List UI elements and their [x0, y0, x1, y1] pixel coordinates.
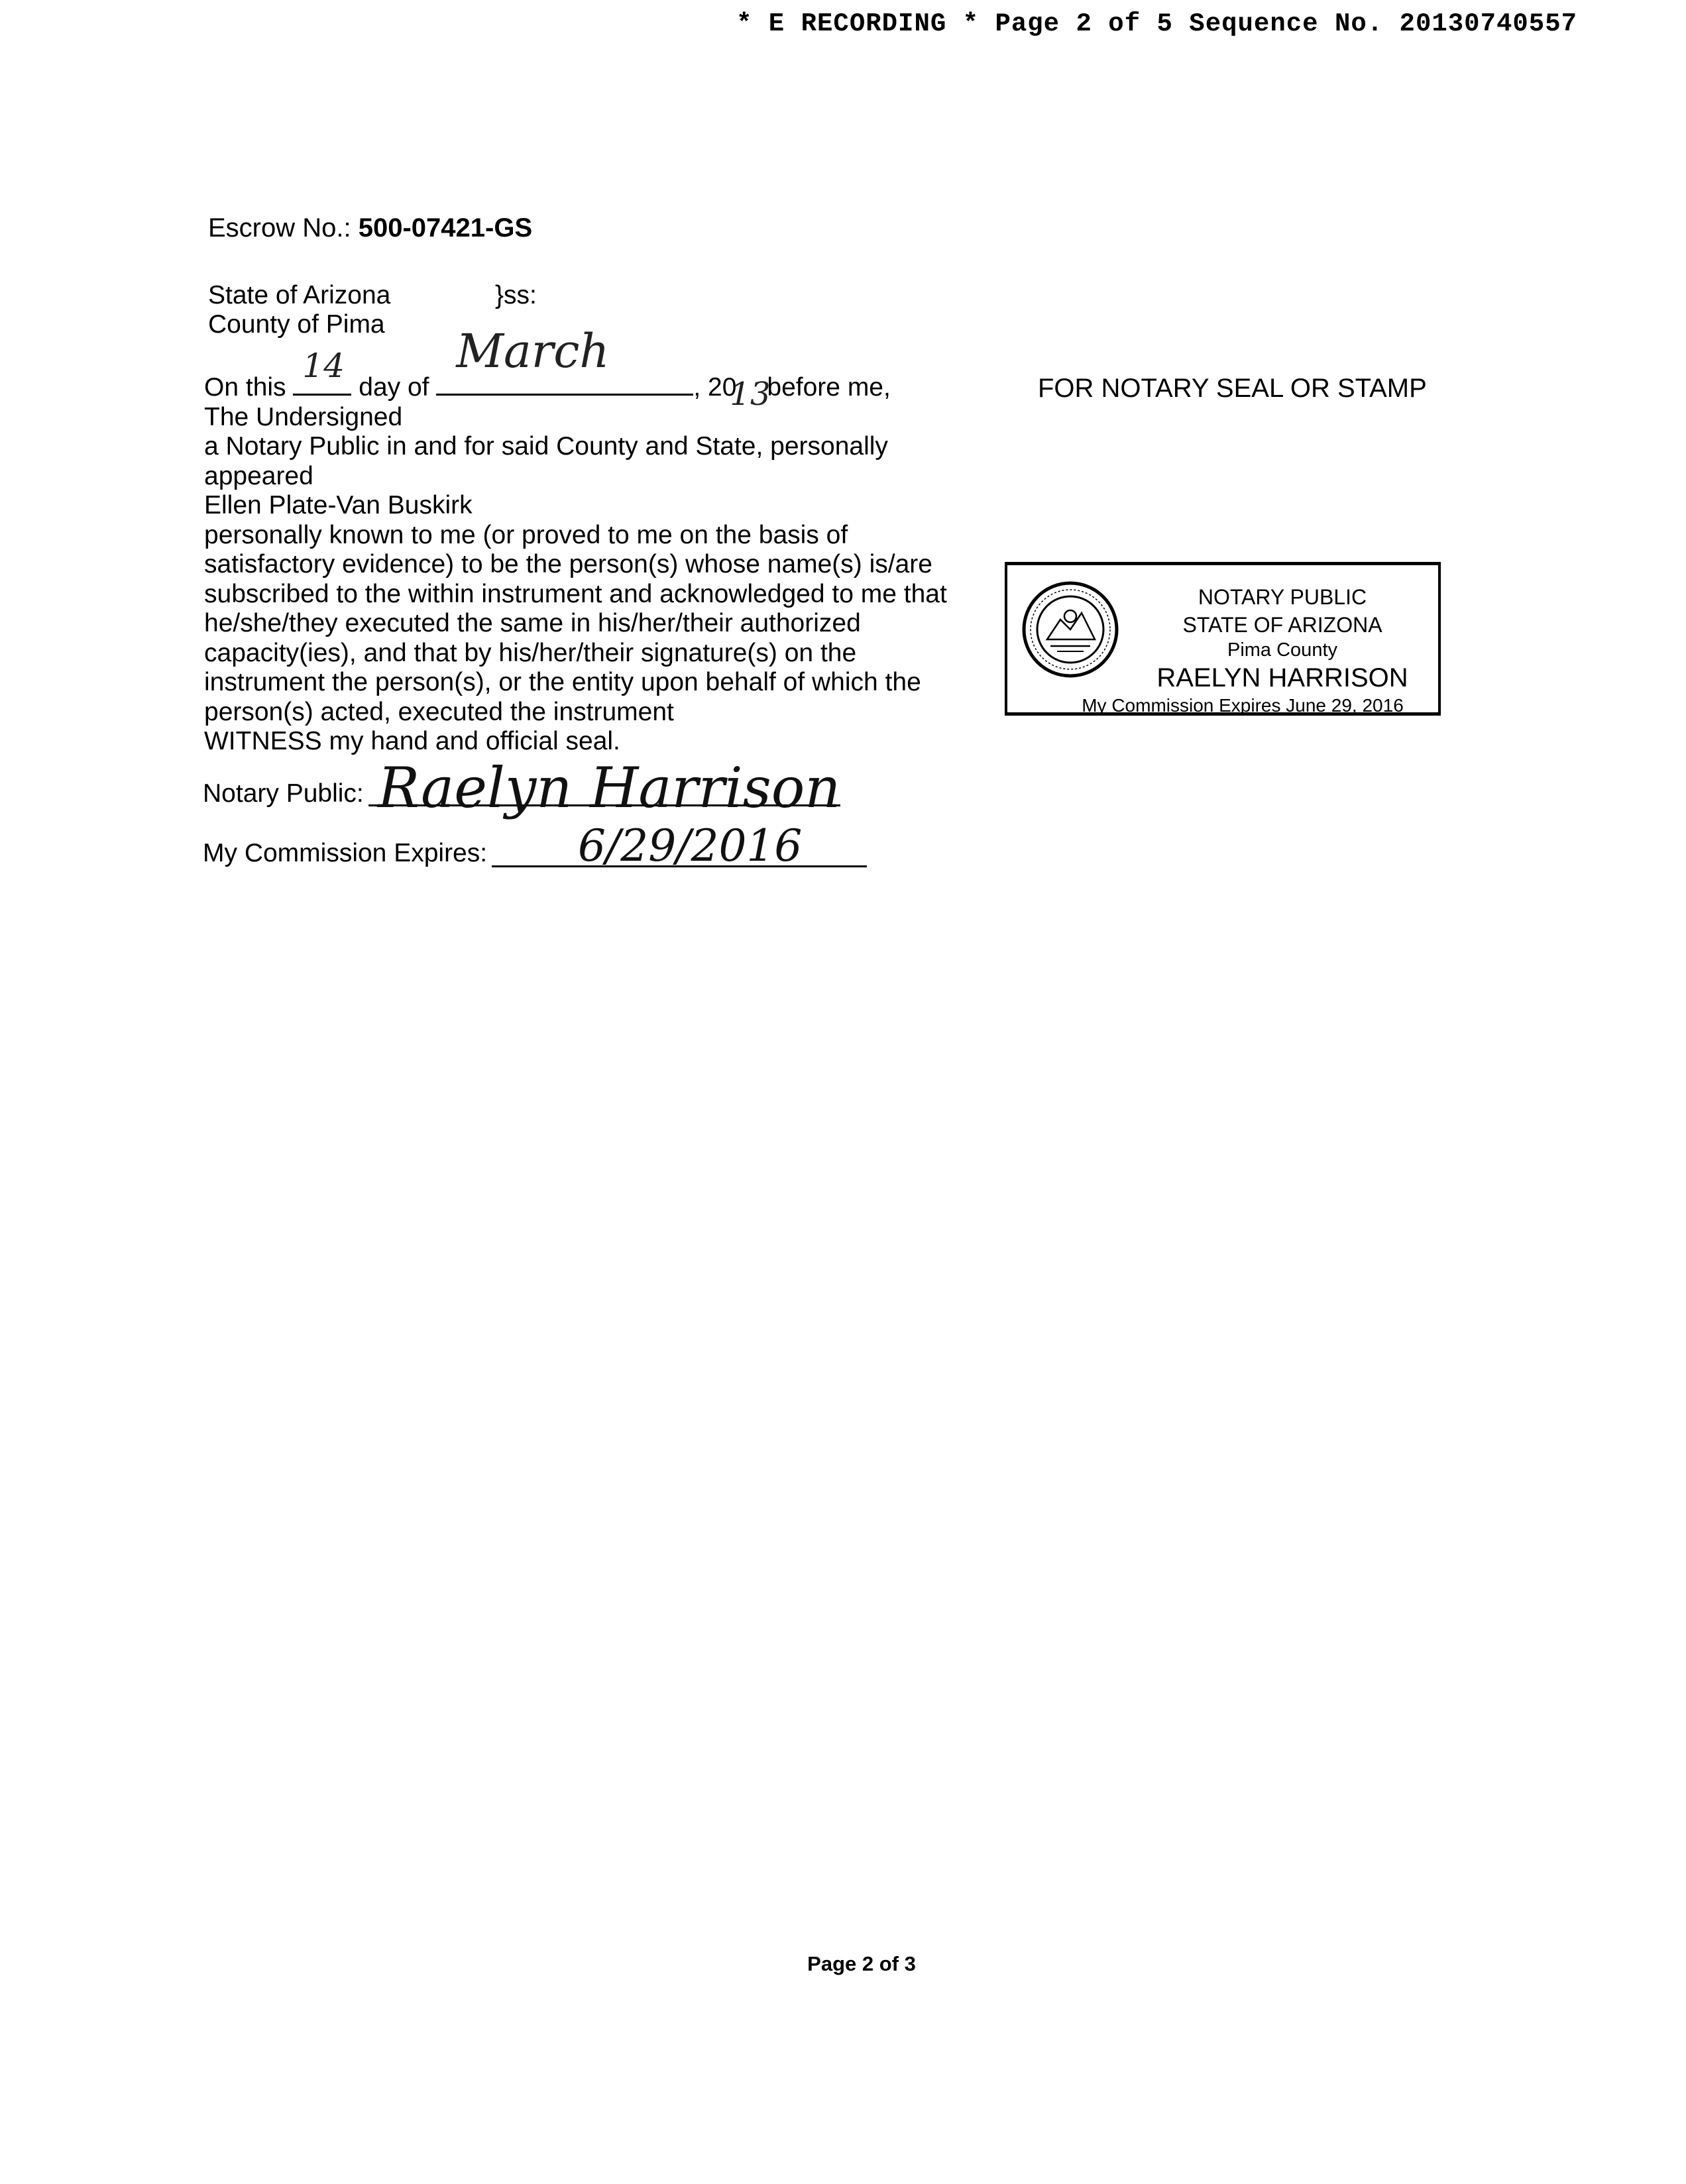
notary-public-line — [203, 779, 364, 808]
ack-line-appearer: Ellen Plate-Van Buskirk — [204, 491, 473, 519]
venue-state: State of Arizona — [208, 281, 391, 309]
notary-stamp — [1005, 562, 1441, 716]
day-handwritten: 14 — [302, 347, 345, 385]
escrow-label: Escrow No.: — [208, 213, 351, 243]
ack-line-7: subscribed to the within instrument and acknowledged to me that — [204, 579, 947, 608]
seal-area-label: FOR NOTARY SEAL OR STAMP — [1038, 374, 1427, 403]
ack-line-5: personally known to me (or proved to me on the basis of — [204, 520, 848, 549]
year-handwritten: 13 — [730, 376, 771, 413]
ack-line-3: appeared — [204, 461, 313, 490]
ack-line-2: a Notary Public in and for said County and State, personally — [204, 432, 888, 461]
notary-signature: Raelyn Harrison — [378, 755, 841, 820]
ack-line-1: The Undersigned — [204, 402, 403, 431]
ack-line-8: he/she/they executed the same in his/her/their authorized — [204, 609, 861, 637]
stamp-state: STATE OF ARIZONA — [1182, 613, 1382, 637]
year-prefix-text: , 20 — [693, 373, 737, 402]
recording-header: * E RECORDING * Page 2 of 5 Sequence No. 20130740557 — [736, 9, 1577, 38]
ack-line-6: satisfactory evidence) to be the person(s) whose name(s) is/are — [204, 550, 932, 578]
escrow-number: 500-07421-GS — [358, 213, 533, 243]
stamp-notary-public: NOTARY PUBLIC — [1198, 585, 1367, 609]
month-handwritten: March — [456, 324, 610, 378]
stamp-notary-name: RAELYN HARRISON — [1156, 663, 1408, 692]
commission-expires-line — [203, 839, 487, 868]
arizona-seal-icon — [1021, 580, 1120, 679]
stamp-expiration: My Commission Expires June 29, 2016 — [1082, 695, 1404, 716]
ack-line-11: person(s) acted, executed the instrument — [204, 697, 674, 726]
commission-expires-handwritten: 6/29/2016 — [578, 820, 803, 871]
day-of-text: day of — [359, 373, 429, 402]
page-number: Page 2 of 3 — [807, 1952, 916, 1975]
ack-line-10: instrument the person(s), or the entity upon behalf of which the — [204, 668, 921, 696]
stamp-county: Pima County — [1227, 639, 1337, 661]
venue-county: County of Pima — [208, 310, 385, 339]
commission-expires-label: My Commission Expires: — [203, 839, 488, 867]
before-me-text: before me, — [767, 373, 891, 402]
ack-line-9: capacity(ies), and that by his/her/their signature(s) on the — [204, 638, 857, 667]
day-blank — [293, 347, 351, 396]
escrow-number-line — [208, 213, 532, 243]
ack-line-witness: WITNESS my hand and official seal. — [204, 727, 620, 755]
month-blank — [436, 324, 693, 396]
on-this-text: On this — [204, 373, 286, 402]
venue-ss: }ss: — [495, 281, 537, 309]
notary-public-label: Notary Public: — [203, 779, 364, 808]
